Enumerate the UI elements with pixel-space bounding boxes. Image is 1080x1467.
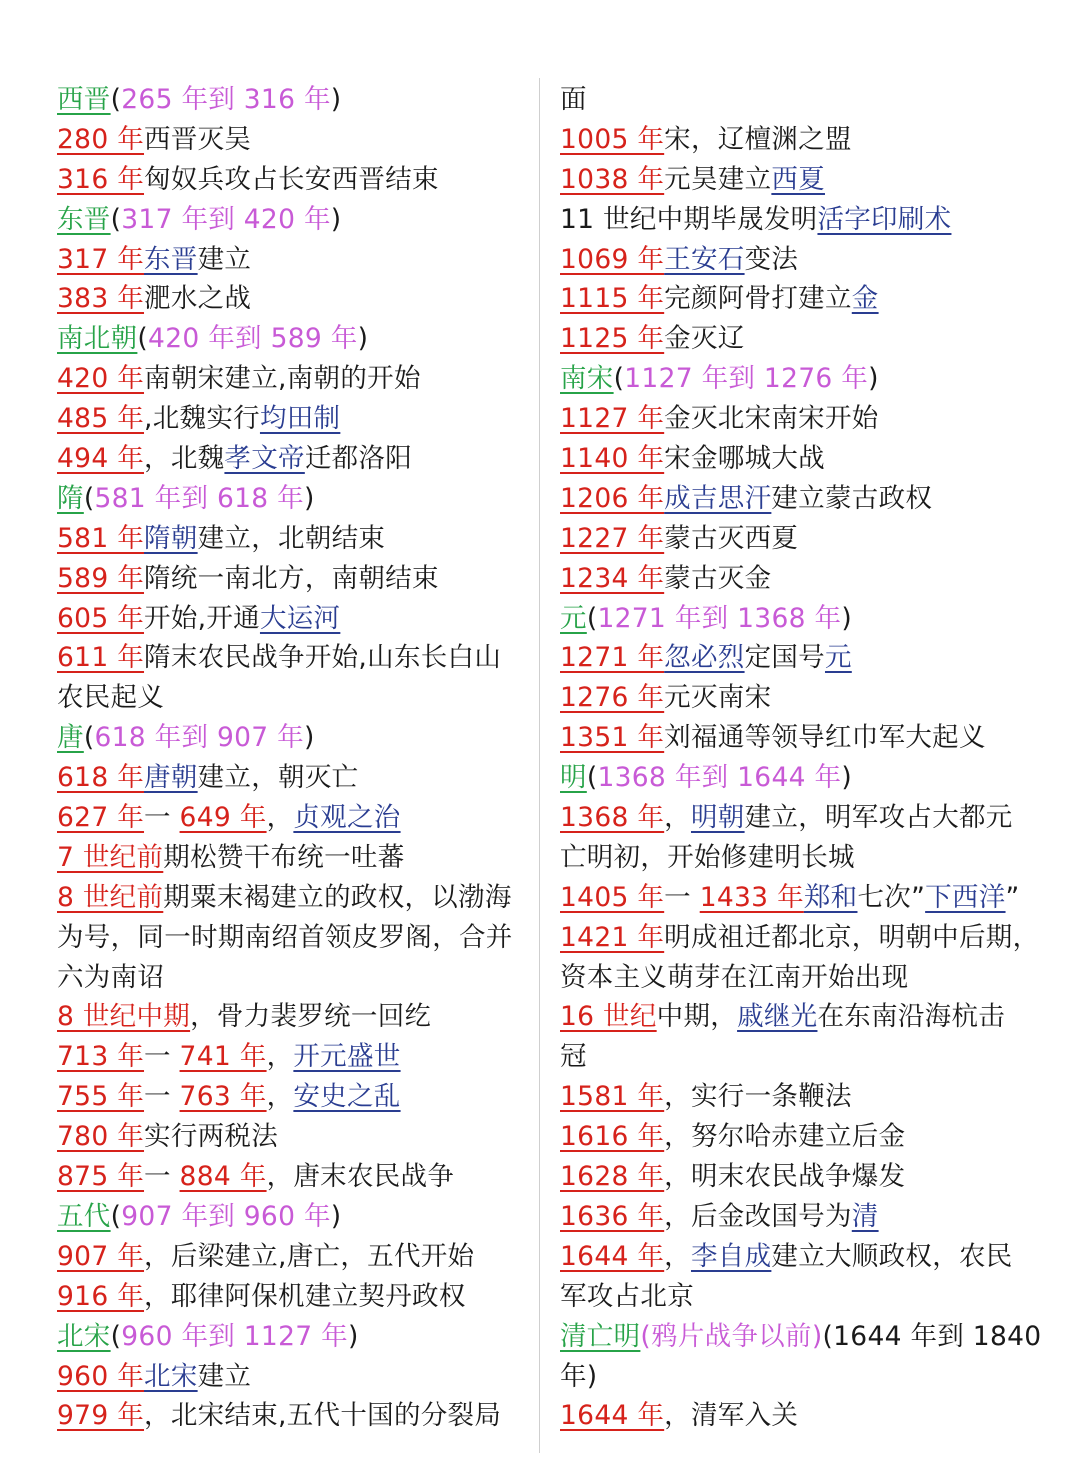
text-segment: ( — [110, 1320, 122, 1352]
timeline-line — [57, 120, 527, 160]
dynasty-label: 隋 — [57, 482, 84, 514]
keyword-link[interactable]: 王安石 — [664, 243, 745, 275]
text-segment: ) — [330, 203, 342, 235]
period-range: 907 年到 960 年 — [121, 1200, 331, 1232]
keyword-link[interactable]: 李自成 — [690, 1240, 772, 1272]
date-label: 979 年 — [57, 1400, 145, 1432]
text-segment: 中期， — [656, 1001, 738, 1033]
timeline-line — [57, 399, 527, 439]
timeline-line — [560, 758, 1030, 798]
text-segment: ，北宋结束,五代十国的分裂局 — [144, 1400, 502, 1432]
dynasty-label: 五代 — [57, 1200, 111, 1232]
timeline-line — [560, 638, 1030, 678]
right-column — [560, 80, 1042, 1436]
timeline-line — [560, 519, 1030, 559]
date-label: 316 年 — [57, 163, 145, 195]
text-segment: 冠 — [560, 1041, 587, 1073]
text-segment: ) — [303, 722, 315, 754]
date-label: 1644 年 — [560, 1400, 665, 1432]
timeline-line — [57, 599, 527, 639]
text-segment: 建立 — [197, 243, 252, 275]
text-segment: 金灭北宋南宋开始 — [664, 403, 879, 435]
date-label: 649 年 — [179, 802, 267, 834]
keyword-link[interactable]: 大运河 — [259, 602, 341, 634]
text-segment: ) — [330, 1200, 342, 1232]
timeline-line — [560, 80, 1030, 120]
text-segment: ，后梁建立,唐亡，五代开始 — [144, 1240, 475, 1272]
date-label: 16 世纪 — [560, 1001, 657, 1033]
date-label: 611 年 — [57, 642, 145, 674]
timeline-line — [57, 798, 527, 838]
timeline-line — [57, 200, 527, 240]
period-range: 618 年到 907 年 — [94, 722, 304, 754]
text-segment: ) — [841, 762, 852, 794]
keyword-link[interactable]: 开元盛世 — [293, 1041, 401, 1073]
keyword-link[interactable]: 东晋 — [144, 243, 198, 275]
text-segment: ， — [664, 1240, 691, 1272]
date-label: 1276 年 — [560, 682, 665, 714]
dynasty-label: 南宋 — [560, 363, 614, 395]
text-segment: 宋金哪城大战 — [664, 443, 825, 475]
text-segment: ，骨力裴罗统一回纥 — [190, 1001, 432, 1033]
timeline-line — [560, 1237, 1030, 1277]
date-label: 1234 年 — [560, 562, 665, 594]
date-label: 1115 年 — [560, 283, 665, 315]
keyword-link[interactable]: 孝文帝 — [224, 443, 305, 475]
date-label: 755 年 — [57, 1081, 145, 1113]
dynasty-label: 南北朝 — [57, 323, 138, 355]
period-range: 317 年到 420 年 — [121, 203, 331, 235]
period-range: 1271 年到 1368 年 — [597, 602, 842, 634]
period-range: 1368 年到 1644 年 — [597, 762, 842, 794]
text-segment: 蒙古灭金 — [664, 562, 772, 594]
timeline-line — [560, 319, 1030, 359]
text-segment: ) — [347, 1320, 359, 1352]
dynasty-label: 清亡明 — [560, 1320, 641, 1352]
keyword-link[interactable]: 唐朝 — [144, 762, 198, 794]
text-segment: ，努尔哈赤建立后金 — [664, 1121, 906, 1153]
date-label: 960 年 — [57, 1360, 145, 1392]
text-segment: 一 — [664, 881, 700, 913]
date-label: 589 年 — [57, 562, 145, 594]
date-label: 1206 年 — [560, 482, 665, 514]
timeline-line — [560, 838, 1030, 878]
timeline-line — [560, 1396, 1030, 1436]
date-label: 1038 年 — [560, 163, 665, 195]
timeline-line — [57, 758, 527, 798]
timeline-line — [57, 878, 527, 918]
timeline-line — [57, 1157, 527, 1197]
period-range: 265 年到 316 年 — [121, 84, 331, 115]
keyword-link[interactable]: 活字印刷术 — [817, 203, 952, 235]
text-segment: 11 世纪中期毕晟发明 — [560, 203, 818, 235]
text-segment: 金灭辽 — [664, 323, 745, 355]
date-label: 1227 年 — [560, 522, 665, 554]
text-segment: 年) — [560, 1360, 598, 1392]
text-segment: 实行两税法 — [144, 1121, 279, 1153]
period-range: 960 年到 1127 年 — [121, 1320, 348, 1352]
keyword-link[interactable]: 明朝 — [690, 802, 745, 834]
text-segment: ( — [110, 203, 122, 235]
text-segment: ( — [83, 722, 95, 754]
timeline-line — [560, 559, 1030, 599]
text-segment: ， — [266, 1041, 294, 1073]
text-segment: ) — [330, 84, 342, 115]
text-segment: 在东南沿海杭击 — [817, 1001, 1006, 1033]
timeline-line — [57, 80, 527, 120]
text-segment: 为号，同一时期南绍首领皮罗阁，合并 — [57, 921, 513, 953]
text-segment: 定国号 — [744, 642, 825, 674]
text-segment: 迁都洛阳 — [304, 443, 413, 475]
text-segment: 完颜阿骨打建立 — [664, 283, 852, 315]
date-label: 1005 年 — [560, 123, 665, 155]
text-segment: ，北魏 — [144, 443, 225, 475]
timeline-line — [57, 519, 527, 559]
date-label: 741 年 — [179, 1041, 267, 1073]
timeline-line — [560, 1357, 1030, 1397]
text-segment: ，明末农民战争爆发 — [664, 1161, 906, 1193]
date-label: 1140 年 — [560, 443, 665, 475]
timeline-line — [57, 838, 527, 878]
text-segment: 农民起义 — [57, 682, 165, 714]
text-segment: ( — [137, 323, 149, 355]
period-range: 420 年到 589 年 — [148, 323, 358, 355]
text-segment: 建立，明军攻占大都元 — [744, 802, 1013, 834]
text-segment: 建立 — [197, 1360, 252, 1392]
date-label: 494 年 — [57, 443, 145, 475]
date-label: 916 年 — [57, 1280, 145, 1312]
date-label: 280 年 — [57, 123, 145, 155]
text-segment: 南朝宋建立,南朝的开始 — [144, 363, 421, 395]
timeline-line — [560, 240, 1030, 280]
timeline-line — [560, 718, 1030, 758]
timeline-line — [57, 1237, 527, 1277]
keyword-link[interactable]: 均田制 — [259, 403, 341, 435]
date-label: 1421 年 — [560, 921, 665, 953]
text-segment: ) — [841, 602, 852, 634]
date-label: 383 年 — [57, 283, 145, 315]
text-segment: 匈奴兵攻占长安西晋结束 — [144, 163, 439, 195]
date-label: 618 年 — [57, 762, 145, 794]
date-label: 420 年 — [57, 363, 145, 395]
text-segment: ( — [613, 363, 625, 395]
keyword-link[interactable]: 西夏 — [771, 163, 825, 195]
text-segment: 开始,开通 — [144, 602, 260, 634]
timeline-line — [57, 1077, 527, 1117]
text-segment: 亡明初，开始修建明长城 — [560, 841, 855, 873]
keyword-link[interactable]: 郑和 — [803, 881, 858, 913]
date-label: 1628 年 — [560, 1161, 665, 1193]
timeline-line — [57, 279, 527, 319]
date-label: 581 年 — [57, 522, 145, 554]
text-segment: ，实行一条鞭法 — [664, 1081, 852, 1113]
column-divider — [539, 78, 540, 1453]
timeline-line — [560, 1277, 1030, 1317]
text-segment: 一 — [144, 1161, 180, 1193]
dynasty-label: 明 — [560, 762, 587, 794]
keyword-link[interactable]: 金 — [851, 283, 879, 315]
date-label: 1368 年 — [560, 802, 665, 834]
keyword-link[interactable]: 戚继光 — [737, 1001, 818, 1033]
period-range: (鸦片战争以前) — [640, 1320, 823, 1352]
date-label: 627 年 — [57, 802, 145, 834]
keyword-link[interactable]: 安史之乱 — [293, 1081, 401, 1113]
timeline-line — [57, 678, 527, 718]
date-label: 1127 年 — [560, 403, 665, 435]
text-segment: ( — [586, 602, 598, 634]
timeline-line — [560, 279, 1030, 319]
timeline-line — [57, 1117, 527, 1157]
text-segment: (1644 年到 1840 — [822, 1320, 1042, 1352]
timeline-line — [560, 678, 1030, 718]
text-segment: 军攻占北京 — [560, 1280, 694, 1312]
timeline-line — [560, 359, 1030, 399]
date-label: 884 年 — [179, 1161, 267, 1193]
text-segment: 隋末农民战争开始,山东长白山 — [144, 642, 502, 674]
text-segment: 元昊建立 — [664, 163, 772, 195]
text-segment: ” — [1005, 881, 1020, 913]
text-segment: ( — [586, 762, 598, 794]
timeline-line — [560, 399, 1030, 439]
text-segment: 建立蒙古政权 — [771, 482, 933, 514]
text-segment: 七次” — [857, 881, 926, 913]
timeline-line — [57, 1396, 527, 1436]
timeline-line — [57, 240, 527, 280]
timeline-line — [57, 718, 527, 758]
text-segment: 建立，朝灭亡 — [197, 762, 359, 794]
text-segment: 六为南诏 — [57, 961, 165, 993]
timeline-line — [57, 1197, 527, 1237]
date-label: 317 年 — [57, 243, 145, 275]
timeline-line — [560, 1157, 1030, 1197]
date-label: 875 年 — [57, 1161, 145, 1193]
timeline-line — [560, 878, 1030, 918]
text-segment: 期粟末褐建立的政权，以渤海 — [163, 881, 512, 913]
period-range: 581 年到 618 年 — [94, 482, 304, 514]
text-segment: 一 — [144, 802, 180, 834]
text-segment: ，唐末农民战争 — [266, 1161, 455, 1193]
date-label: 1644 年 — [560, 1240, 665, 1272]
text-segment: ) — [868, 363, 879, 395]
text-segment: ,北魏实行 — [144, 403, 260, 435]
text-segment: 一 — [144, 1041, 180, 1073]
dynasty-label: 元 — [560, 602, 587, 634]
text-segment: 淝水之战 — [144, 283, 252, 315]
text-segment: ，耶律阿保机建立契丹政权 — [144, 1280, 466, 1312]
timeline-line — [560, 958, 1030, 998]
keyword-link[interactable]: 北宋 — [144, 1360, 198, 1392]
text-segment: ( — [83, 482, 95, 514]
text-segment: ( — [110, 1200, 122, 1232]
date-label: 7 世纪前 — [57, 841, 164, 873]
timeline-line — [57, 160, 527, 200]
timeline-line — [560, 798, 1030, 838]
timeline-line — [560, 120, 1030, 160]
keyword-link[interactable]: 成吉思汗 — [664, 482, 772, 514]
timeline-line — [57, 439, 527, 479]
date-label: 1616 年 — [560, 1121, 665, 1153]
timeline-line — [57, 918, 527, 958]
timeline-line — [57, 958, 527, 998]
text-segment: 刘福通等领导红巾军大起义 — [664, 722, 986, 754]
date-label: 763 年 — [179, 1081, 267, 1113]
keyword-link[interactable]: 清 — [851, 1200, 879, 1232]
keyword-link[interactable]: 下西洋 — [925, 881, 1006, 913]
text-segment: 建立，北朝结束 — [197, 522, 386, 554]
timeline-line — [57, 359, 527, 399]
text-segment: ) — [357, 323, 369, 355]
text-segment: 一 — [144, 1081, 180, 1113]
left-column — [57, 80, 527, 1436]
timeline-line — [57, 1317, 527, 1357]
text-segment: ， — [266, 802, 294, 834]
timeline-line — [560, 918, 1040, 958]
date-label: 8 世纪中期 — [57, 1001, 191, 1033]
text-segment: 建立大顺政权，农民 — [771, 1240, 1013, 1272]
text-segment: ，后金改国号为 — [664, 1200, 852, 1232]
date-label: 1433 年 — [699, 881, 804, 913]
timeline-line — [57, 1277, 527, 1317]
timeline-line — [560, 997, 1030, 1037]
date-label: 1125 年 — [560, 323, 665, 355]
dynasty-label: 北宋 — [57, 1320, 111, 1352]
text-segment: ，清军入关 — [664, 1400, 799, 1432]
keyword-link[interactable]: 元 — [824, 642, 852, 674]
timeline-line — [560, 479, 1030, 519]
timeline-line — [57, 1037, 527, 1077]
text-segment: 明成祖迁都北京，明朝中后期， — [664, 921, 1040, 953]
date-label: 485 年 — [57, 403, 145, 435]
date-label: 713 年 — [57, 1041, 145, 1073]
text-segment: 蒙古灭西夏 — [664, 522, 799, 554]
timeline-line — [560, 1117, 1030, 1157]
date-label: 1636 年 — [560, 1200, 665, 1232]
date-label: 1581 年 — [560, 1081, 665, 1113]
keyword-link[interactable]: 贞观之治 — [293, 802, 401, 834]
dynasty-label: 唐 — [57, 722, 84, 754]
text-segment: ) — [303, 482, 315, 514]
timeline-line — [57, 479, 527, 519]
date-label: 1069 年 — [560, 243, 665, 275]
timeline-line — [57, 997, 527, 1037]
timeline-line — [57, 319, 527, 359]
date-label: 1351 年 — [560, 722, 665, 754]
date-label: 605 年 — [57, 602, 145, 634]
keyword-link[interactable]: 忽必烈 — [664, 642, 745, 674]
timeline-line — [560, 599, 1030, 639]
timeline-line — [57, 559, 527, 599]
period-range: 1127 年到 1276 年 — [624, 363, 869, 395]
text-segment: 面 — [560, 84, 587, 115]
timeline-line — [560, 160, 1030, 200]
date-label: 907 年 — [57, 1240, 145, 1272]
text-segment: 西晋灭吴 — [144, 123, 252, 155]
date-label: 8 世纪前 — [57, 881, 164, 913]
text-segment: ， — [664, 802, 691, 834]
timeline-line — [57, 638, 527, 678]
timeline-line — [560, 1037, 1030, 1077]
date-label: 1271 年 — [560, 642, 665, 674]
date-label: 1405 年 — [560, 881, 665, 913]
timeline-line — [560, 1197, 1030, 1237]
date-label: 780 年 — [57, 1121, 145, 1153]
timeline-line — [560, 1317, 1042, 1357]
text-segment: ， — [266, 1081, 294, 1113]
dynasty-label: 西晋 — [57, 84, 111, 115]
timeline-line — [57, 1357, 527, 1397]
text-segment: 宋，辽檀渊之盟 — [664, 123, 852, 155]
keyword-link[interactable]: 隋朝 — [144, 522, 198, 554]
text-segment: 资本主义萌芽在江南开始出现 — [560, 961, 909, 993]
text-segment: ( — [110, 84, 122, 115]
text-segment: 期松赞干布统一吐蕃 — [163, 841, 405, 873]
dynasty-label: 东晋 — [57, 203, 111, 235]
text-segment: 变法 — [744, 243, 799, 275]
text-segment: 元灭南宋 — [664, 682, 772, 714]
text-segment: 隋统一南北方，南朝结束 — [144, 562, 439, 594]
timeline-line — [560, 439, 1030, 479]
timeline-line — [560, 200, 1030, 240]
timeline-line — [560, 1077, 1030, 1117]
